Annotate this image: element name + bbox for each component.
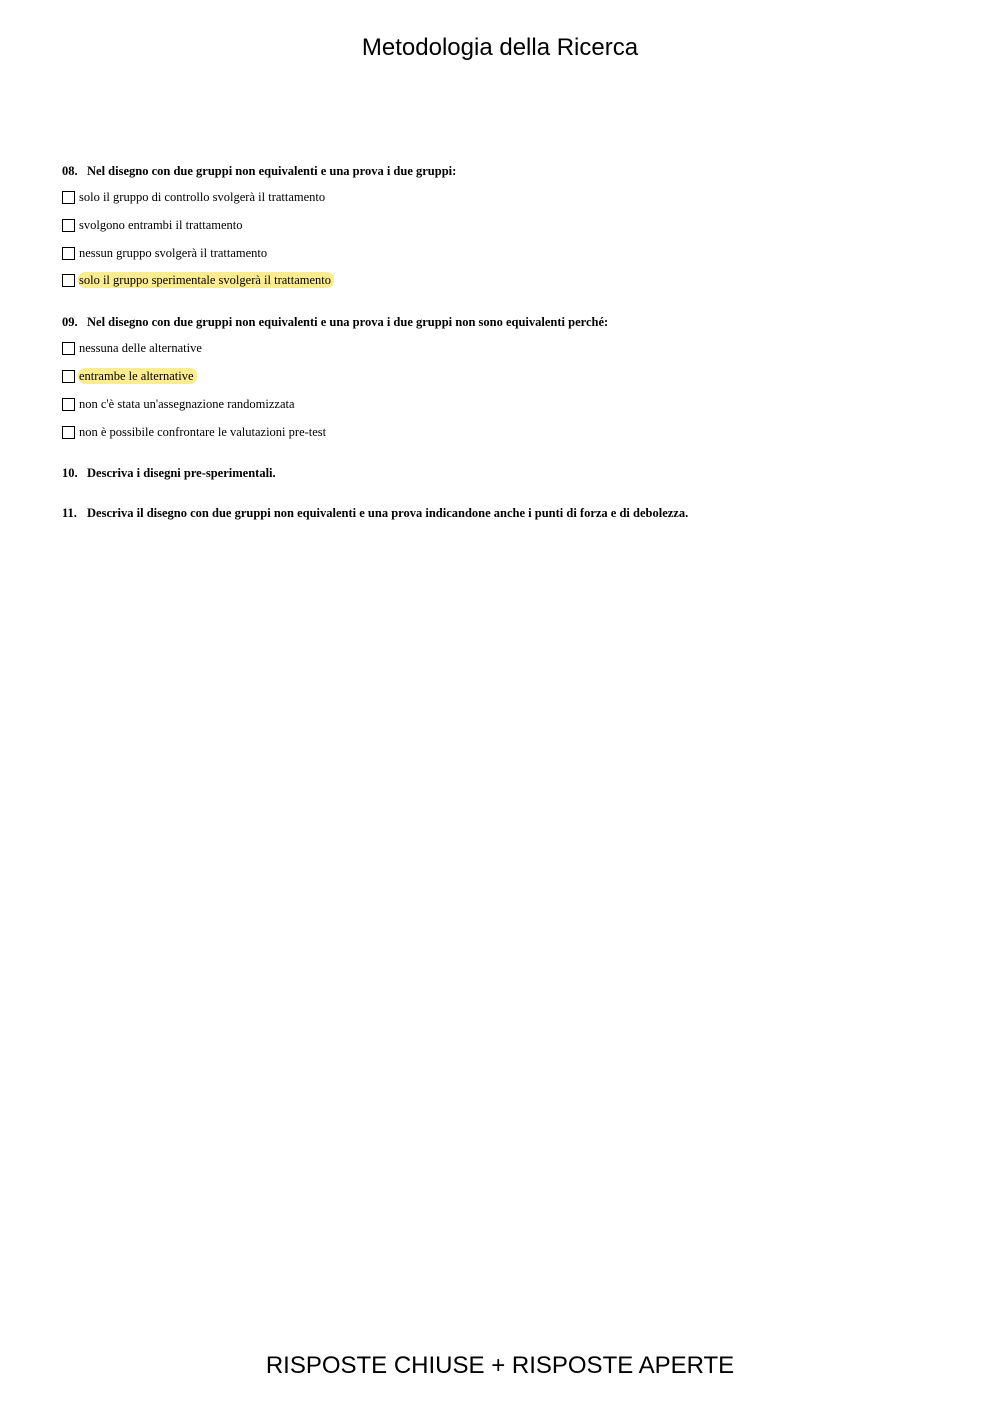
answer-option[interactable] [62, 368, 197, 384]
answer-option[interactable] [62, 217, 245, 233]
question-08 [62, 163, 456, 179]
answer-option[interactable] [62, 396, 297, 412]
checkbox[interactable] [62, 426, 75, 439]
checkbox[interactable] [62, 274, 75, 287]
answer-option[interactable] [62, 272, 334, 288]
question-10 [62, 465, 276, 481]
page-footer: RISPOSTE CHIUSE + RISPOSTE APERTE [265, 1352, 735, 1379]
answer-option-label: nessun gruppo svolgerà il trattamento [79, 246, 268, 260]
answer-option[interactable] [62, 340, 204, 356]
question-09 [62, 314, 608, 330]
answer-option[interactable] [62, 245, 269, 261]
question-text: Nel disegno con due gruppi non equivalenti e una prova i due gruppi: [87, 164, 457, 178]
question-text: Descriva il disegno con due gruppi non equivalenti e una prova indicandone anche i punti di forza e di debolezza. [87, 506, 689, 520]
answer-option-label-highlighted: entrambe le alternative [78, 368, 197, 384]
question-number: 09. [62, 315, 78, 329]
answer-option[interactable] [62, 189, 327, 205]
question-number: 08. [62, 164, 78, 178]
checkbox[interactable] [62, 370, 75, 383]
checkbox[interactable] [62, 191, 75, 204]
question-text: Descriva i disegni pre-sperimentali. [87, 466, 276, 480]
checkbox[interactable] [62, 247, 75, 260]
answer-option-label: non è possibile confrontare le valutazioni pre-test [79, 425, 327, 439]
answer-option-label: non c'è stata un'assegnazione randomizzata [79, 397, 295, 411]
question-number: 10. [62, 466, 78, 480]
question-text: Nel disegno con due gruppi non equivalenti e una prova i due gruppi non sono equivalenti perché: [87, 315, 609, 329]
answer-option-label: nessuna delle alternative [79, 341, 202, 355]
checkbox[interactable] [62, 219, 75, 232]
answer-option-label: svolgono entrambi il trattamento [79, 218, 243, 232]
question-number: 11. [62, 506, 77, 520]
question-11 [62, 505, 688, 521]
answer-option[interactable] [62, 424, 328, 440]
checkbox[interactable] [62, 342, 75, 355]
checkbox[interactable] [62, 398, 75, 411]
page-title: Metodologia della Ricerca [361, 34, 639, 61]
answer-option-label-highlighted: solo il gruppo sperimentale svolgerà il trattamento [78, 272, 334, 288]
answer-option-label: solo il gruppo di controllo svolgerà il trattamento [79, 190, 326, 204]
